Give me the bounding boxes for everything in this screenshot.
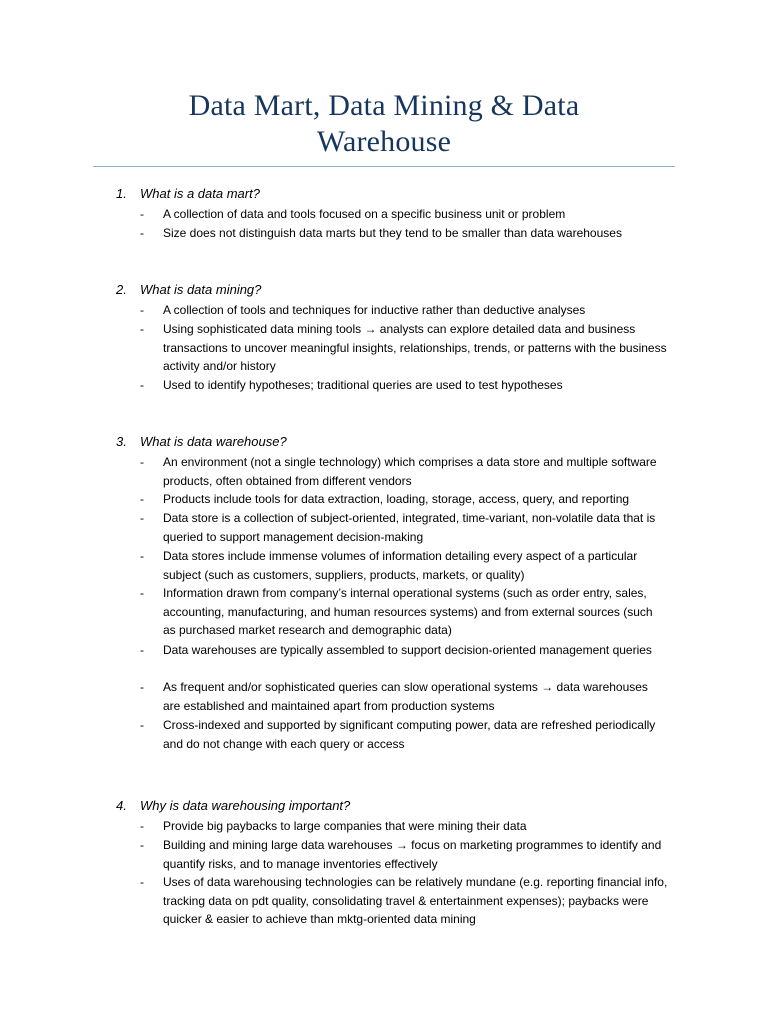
- bullet-text: Data stores include immense volumes of information detailing every aspect of a particular subject (such as customers, suppliers, products, markets, or quality): [163, 549, 638, 582]
- question-text: What is data warehouse?: [140, 434, 287, 449]
- title-line-1: Data Mart, Data Mining & Data: [188, 89, 580, 122]
- bullet-dash: -: [140, 819, 144, 833]
- bullet-text: Data store is a collection of subject-oriented, integrated, time-variant, non-volatile data that is queried to support management decision-making: [163, 511, 656, 544]
- bullet-text: Size does not distinguish data marts but they tend to be smaller than data warehouses: [163, 226, 622, 240]
- bullet-text: Using sophisticated data mining tools → analysts can explore detailed data and business transactions to uncover meaningful insights, relationships, trends, or patterns with the business activity and/or history: [163, 322, 667, 374]
- question-number: 2.: [116, 282, 127, 297]
- bullet-dash: -: [140, 680, 144, 694]
- bullet-text: Products include tools for data extraction, loading, storage, access, query, and reporting: [163, 492, 630, 506]
- question-4: [116, 797, 350, 815]
- question-text: Why is data warehousing important?: [140, 798, 351, 813]
- bullet-dash: -: [140, 207, 144, 221]
- question-2: [116, 281, 261, 299]
- bullet-dash: -: [140, 643, 144, 657]
- question-1: [116, 185, 260, 203]
- bullet-text: A collection of tools and techniques for inductive rather than deductive analyses: [163, 303, 586, 317]
- page-title: [93, 88, 675, 160]
- title-underline: [93, 166, 675, 167]
- bullet-text: An environment (not a single technology) which comprises a data store and multiple software products, often obtained from different vendors: [163, 455, 657, 488]
- bullet-dash: -: [140, 875, 144, 889]
- question-number: 1.: [116, 186, 127, 201]
- bullet-dash: -: [140, 838, 144, 852]
- bullet-text: Data warehouses are typically assembled to support decision-oriented management queries: [163, 643, 652, 657]
- question-3: [116, 433, 287, 451]
- question-number: 3.: [116, 434, 127, 449]
- bullet-dash: -: [140, 511, 144, 525]
- bullet-dash: -: [140, 322, 144, 336]
- question-text: What is a data mart?: [140, 186, 260, 201]
- bullet-text: Uses of data warehousing technologies can be relatively mundane (e.g. reporting financial info, tracking data on pdt quality, consolidating travel & entertainment expenses); paybacks were quicker & easier to achieve than mktg-oriented data mining: [163, 875, 668, 927]
- bullet-dash: -: [140, 586, 144, 600]
- question-number: 4.: [116, 798, 127, 813]
- bullet-text: As frequent and/or sophisticated queries can slow operational systems → data warehouses are established and maintained apart from production systems: [163, 680, 648, 713]
- bullet-text: Provide big paybacks to large companies that were mining their data: [163, 819, 527, 833]
- bullet-dash: -: [140, 226, 144, 240]
- bullet-dash: -: [140, 455, 144, 469]
- bullet-dash: -: [140, 549, 144, 563]
- bullet-text: Building and mining large data warehouses → focus on marketing programmes to identify and quantify risks, and to manage inventories effectively: [163, 838, 662, 871]
- bullet-text: A collection of data and tools focused on a specific business unit or problem: [163, 207, 566, 221]
- bullet-text: Cross-indexed and supported by significant computing power, data are refreshed periodically and do not change with each query or access: [163, 718, 656, 751]
- bullet-text: Information drawn from company’s internal operational systems (such as order entry, sales, accounting, manufacturing, and human resources systems) and from external sources (such as purchased market research and demographic data): [163, 586, 653, 638]
- bullet-text: Used to identify hypotheses; traditional queries are used to test hypotheses: [163, 378, 563, 392]
- question-text: What is data mining?: [140, 282, 262, 297]
- bullet-dash: -: [140, 718, 144, 732]
- title-line-2: Warehouse: [316, 125, 452, 158]
- bullet-dash: -: [140, 492, 144, 506]
- bullet-dash: -: [140, 378, 144, 392]
- bullet-dash: -: [140, 303, 144, 317]
